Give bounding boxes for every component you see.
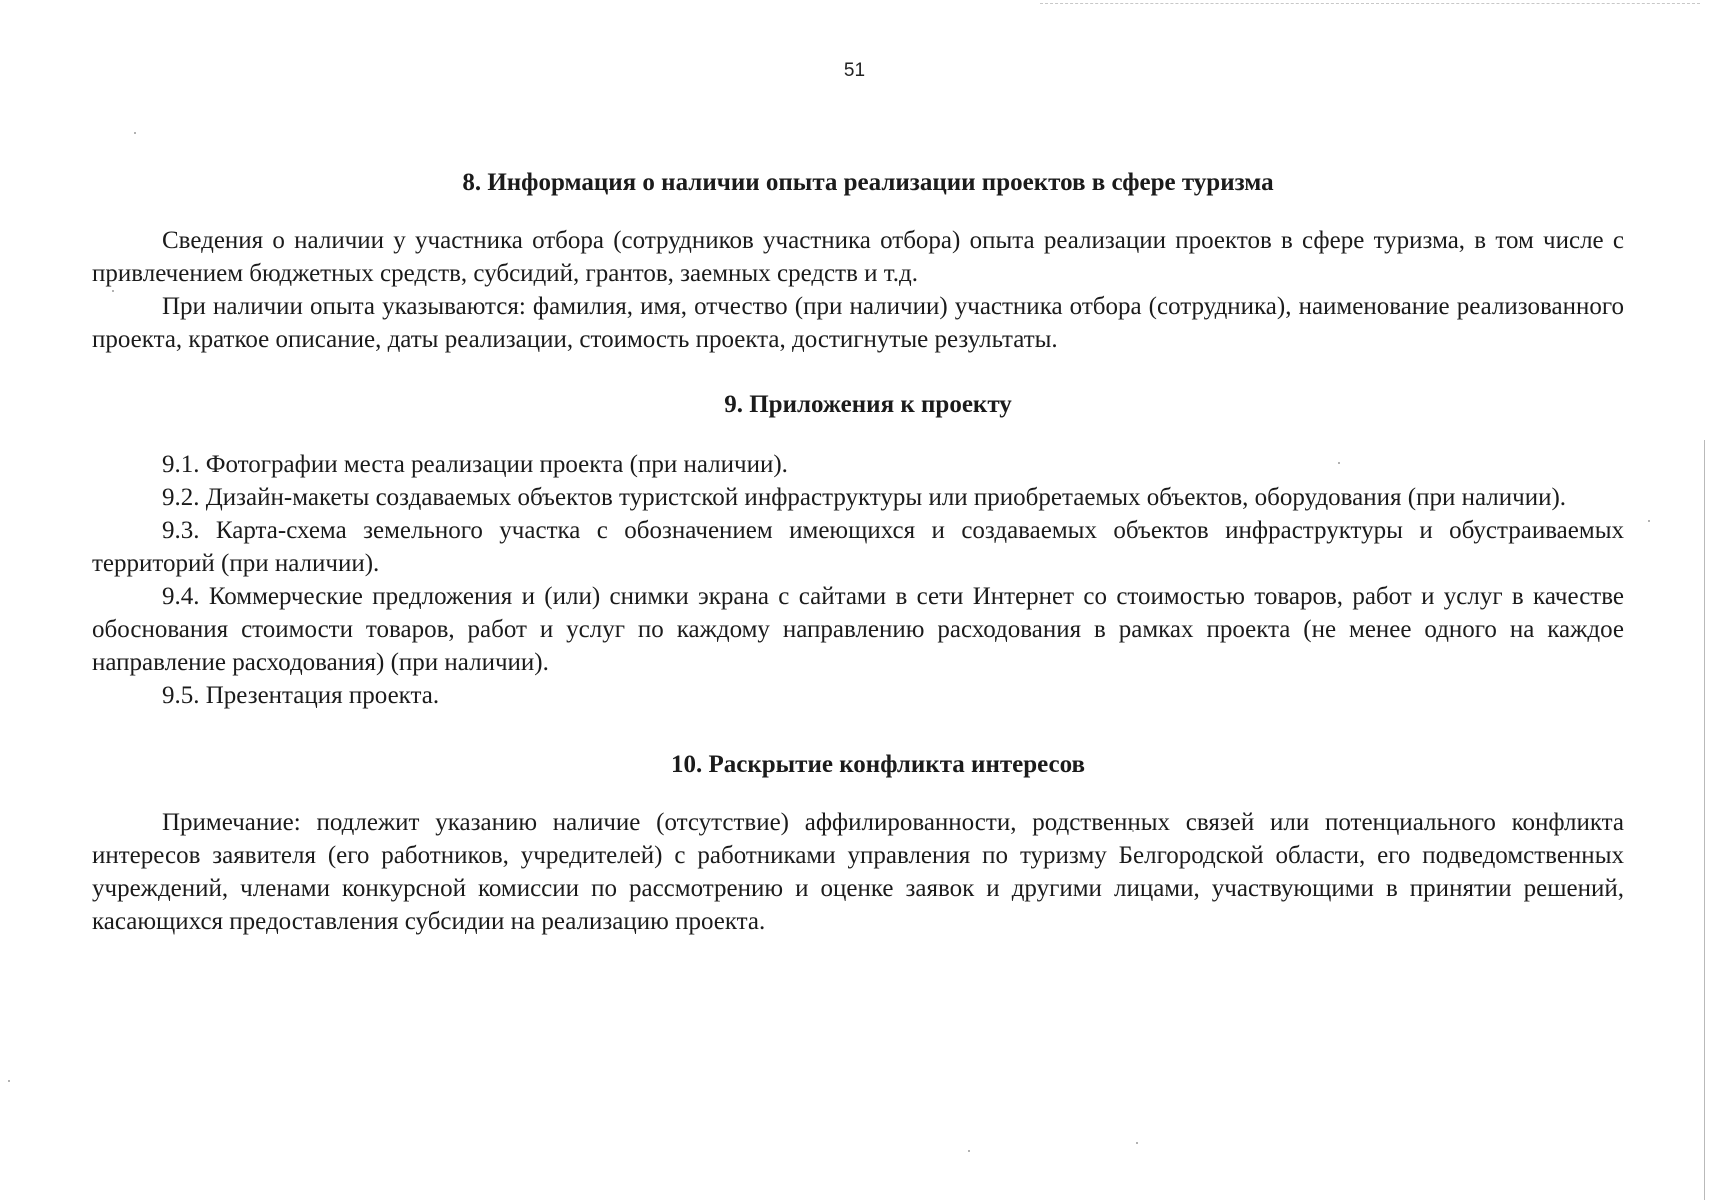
section-9-item-5: 9.5. Презентация проекта. (162, 682, 440, 709)
section-8-paragraph-2: При наличии опыта указываются: фамилия, имя, отчество (при наличии) участника отбора (сотрудника), наименование реализованного проекта, краткое описание, даты реализации, стоимость проекта, достигнутые результаты. (92, 293, 1624, 353)
section-8-heading: 8. Информация о наличии опыта реализации проектов в сфере туризма (462, 169, 1274, 196)
section-10-body (92, 806, 1624, 938)
section-9-item-2: 9.2. Дизайн-макеты создаваемых объектов туристской инфраструктуры или приобретаемых объектов, оборудования (при наличии). (162, 484, 1567, 511)
document-body (92, 168, 1624, 938)
scan-right-edge (1704, 440, 1705, 1200)
section-8-body (92, 224, 1624, 356)
section-10-heading: 10. Раскрытие конфликта интересов (670, 751, 1085, 778)
section-9-heading: 9. Приложения к проекту (724, 391, 1012, 418)
page-number: 51 (843, 60, 866, 81)
section-9-body (92, 448, 1624, 712)
section-10-paragraph-1: Примечание: подлежит указанию наличие (отсутствие) аффилированности, родственных связей или потенциального конфликта интересов заявителя (его работников, учредителей) с работниками управления по туризму Белгородской области, его подведомственных учреждений, членами конкурсной комиссии по рассмотрению и оценке заявок и другими лицами, участвующими в принятии решений, касающихся предоставления субсидии на реализацию проекта. (92, 809, 1624, 935)
section-8-paragraph-1: Сведения о наличии у участника отбора (сотрудников участника отбора) опыта реализации проектов в сфере туризма, в том числе с привлечением бюджетных средств, субсидий, грантов, заемных средств и т.д. (92, 227, 1624, 287)
section-9-item-1: 9.1. Фотографии места реализации проекта (при наличии). (162, 451, 788, 478)
scan-top-rule (1040, 3, 1700, 4)
section-9-item-4: 9.4. Коммерческие предложения и (или) снимки экрана с сайтами в сети Интернет со стоимостью товаров, работ и услуг в качестве обоснования стоимости товаров, работ и услуг по каждому направлению расходования в рамках проекта (не менее одного на каждое направление расходования) (при наличии). (92, 583, 1624, 676)
section-9-item-3: 9.3. Карта-схема земельного участка с обозначением имеющихся и создаваемых объектов инфраструктуры и обустраиваемых территорий (при наличии). (92, 517, 1624, 577)
